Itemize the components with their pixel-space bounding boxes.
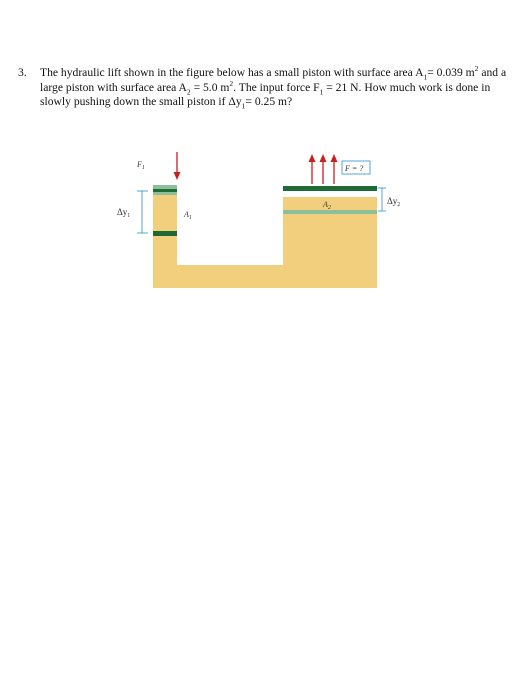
superscript: 2 — [474, 64, 479, 74]
a1-label: $A_1$ — [184, 210, 192, 221]
subscript: 1 — [319, 86, 324, 96]
input-force-arrow — [174, 152, 181, 180]
subscript: 2 — [186, 86, 191, 96]
large-piston — [283, 186, 377, 191]
text-part: = 0.25 m? — [245, 95, 293, 108]
a2-label: $A_2$ — [323, 200, 331, 211]
problem-number: 3. — [18, 66, 27, 79]
text-part: = 21 N. — [323, 80, 362, 94]
subscript: 1 — [423, 72, 428, 82]
output-force-arrows — [309, 154, 338, 184]
text-part: . The input force F — [233, 80, 320, 94]
text-part: = 0.039 m — [427, 66, 475, 79]
small-piston-final-position — [153, 231, 177, 236]
small-piston-mid — [153, 189, 177, 192]
dy2-label: $\Delta y_2$ — [387, 196, 401, 208]
text-part: How much work is done in slowly pushing down the small piston if Δy — [40, 80, 491, 108]
text-part: and a large piston with surface area A — [40, 66, 507, 94]
dy2-dimension — [378, 188, 386, 211]
small-piston-top — [153, 185, 177, 189]
text-part: = 5.0 m — [190, 80, 230, 94]
dy1-dimension — [137, 191, 148, 233]
fluid-body — [153, 185, 377, 288]
force-unknown-label: F = ? — [345, 164, 364, 173]
text-part: The hydraulic lift shown in the figure below has a small piston with surface area A — [40, 66, 424, 79]
superscript: 2 — [229, 78, 234, 88]
subscript: 1 — [241, 101, 246, 111]
small-piston-bottom — [153, 192, 177, 195]
f1-label: $F_1$ — [137, 160, 145, 171]
dy1-label: $\Delta y_1$ — [117, 207, 131, 219]
